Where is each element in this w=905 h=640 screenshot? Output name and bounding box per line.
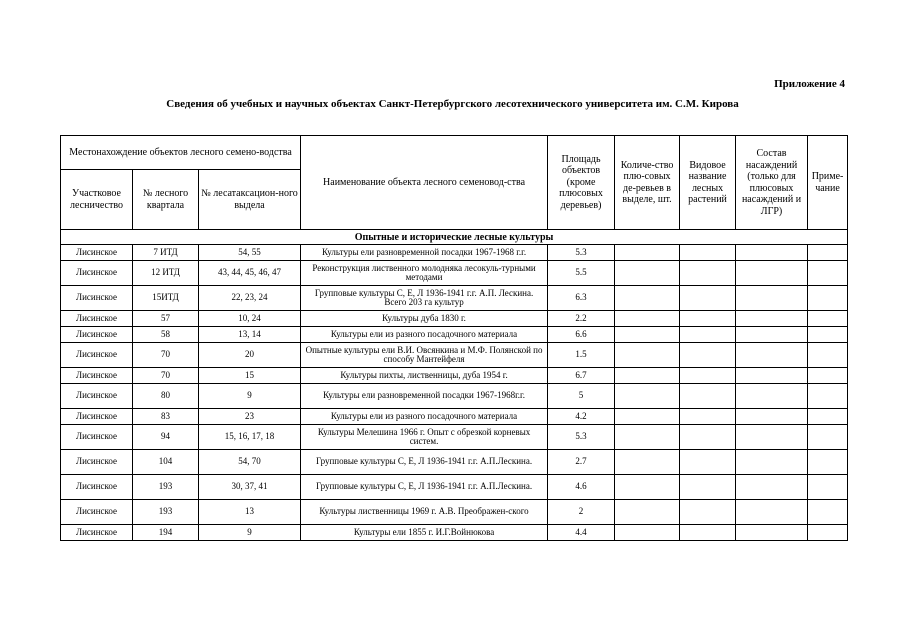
cell-quarter: 70 <box>133 368 199 384</box>
cell-area: 4.2 <box>548 409 615 425</box>
header-location-group: Местонахождение объектов лесного семено-водства <box>61 136 301 170</box>
cell-quarter: 194 <box>133 525 199 541</box>
table-row <box>61 384 848 409</box>
cell-object-name: Культуры ели из разного посадочного материала <box>301 409 548 425</box>
cell-object-name: Культуры ели разновременной посадки 1967-1968г.г. <box>301 384 548 409</box>
cell-area: 4.4 <box>548 525 615 541</box>
cell-subdivision: 15 <box>199 368 301 384</box>
cell-note <box>808 525 848 541</box>
cell-object-name: Культуры Мелешина 1966 г. Опыт с обрезкой корневых систем. <box>301 425 548 450</box>
cell-forestry: Лисинское <box>61 368 133 384</box>
cell-area: 5.3 <box>548 425 615 450</box>
cell-quarter: 12 ИТД <box>133 261 199 286</box>
cell-note <box>808 343 848 368</box>
header-object-name: Наименование объекта лесного семеновод-ства <box>301 136 548 230</box>
cell-object-name: Культуры ели разновременной посадки 1967-1968 г.г. <box>301 245 548 261</box>
header-composition: Состав насаждений (только для плюсовых насаждений и ЛГР) <box>736 136 808 230</box>
cell-plus-tree-count <box>615 425 680 450</box>
cell-plus-tree-count <box>615 261 680 286</box>
cell-quarter: 83 <box>133 409 199 425</box>
cell-species <box>680 286 736 311</box>
cell-forestry: Лисинское <box>61 261 133 286</box>
header-note: Приме-чание <box>808 136 848 230</box>
cell-quarter: 7 ИТД <box>133 245 199 261</box>
table-row <box>61 409 848 425</box>
cell-object-name: Групповые культуры С, Е, Л 1936-1941 г.г. А.П.Лескина. <box>301 475 548 500</box>
cell-object-name: Культуры дуба 1830 г. <box>301 311 548 327</box>
cell-object-name: Групповые культуры С, Е, Л 1936-1941 г.г. А.П. Лескина. Всего 203 га культур <box>301 286 548 311</box>
cell-species <box>680 425 736 450</box>
cell-plus-tree-count <box>615 311 680 327</box>
cell-area: 4.6 <box>548 475 615 500</box>
cell-subdivision: 20 <box>199 343 301 368</box>
header-species: Видовое название лесных растений <box>680 136 736 230</box>
table-row <box>61 450 848 475</box>
cell-object-name: Культуры лиственницы 1969 г. А.В. Преображен-ского <box>301 500 548 525</box>
cell-plus-tree-count <box>615 500 680 525</box>
cell-plus-tree-count <box>615 450 680 475</box>
cell-species <box>680 500 736 525</box>
cell-plus-tree-count <box>615 525 680 541</box>
cell-composition <box>736 368 808 384</box>
cell-object-name: Культуры ели из разного посадочного материала <box>301 327 548 343</box>
cell-species <box>680 409 736 425</box>
cell-object-name: Реконструкция лиственного молодняка лесокуль-турными методами <box>301 261 548 286</box>
cell-species <box>680 245 736 261</box>
cell-composition <box>736 327 808 343</box>
cell-object-name: Культуры пихты, лиственницы, дуба 1954 г. <box>301 368 548 384</box>
cell-composition <box>736 245 808 261</box>
document-title: Сведения об учебных и научных объектах Санкт-Петербургского лесотехнического университета им. С.М. Кирова <box>166 98 739 110</box>
table-row <box>61 286 848 311</box>
cell-composition <box>736 261 808 286</box>
cell-forestry: Лисинское <box>61 425 133 450</box>
table-row <box>61 500 848 525</box>
cell-composition <box>736 311 808 327</box>
cell-species <box>680 384 736 409</box>
cell-species <box>680 525 736 541</box>
cell-area: 6.6 <box>548 327 615 343</box>
cell-forestry: Лисинское <box>61 343 133 368</box>
objects-table <box>60 135 848 541</box>
cell-object-name: Культуры ели 1855 г. И.Г.Войнюкова <box>301 525 548 541</box>
table-row <box>61 245 848 261</box>
cell-note <box>808 327 848 343</box>
cell-species <box>680 343 736 368</box>
cell-quarter: 58 <box>133 327 199 343</box>
cell-area: 1.5 <box>548 343 615 368</box>
cell-note <box>808 311 848 327</box>
cell-composition <box>736 409 808 425</box>
cell-object-name: Групповые культуры С, Е, Л 1936-1941 г.г. А.П.Лескина. <box>301 450 548 475</box>
cell-plus-tree-count <box>615 475 680 500</box>
cell-note <box>808 475 848 500</box>
cell-composition <box>736 450 808 475</box>
cell-forestry: Лисинское <box>61 311 133 327</box>
cell-plus-tree-count <box>615 368 680 384</box>
cell-plus-tree-count <box>615 245 680 261</box>
cell-species <box>680 327 736 343</box>
cell-forestry: Лисинское <box>61 525 133 541</box>
cell-quarter: 80 <box>133 384 199 409</box>
cell-plus-tree-count <box>615 409 680 425</box>
cell-note <box>808 368 848 384</box>
header-quarter: № лесного квартала <box>133 170 199 230</box>
cell-composition <box>736 343 808 368</box>
cell-subdivision: 9 <box>199 525 301 541</box>
cell-species <box>680 450 736 475</box>
cell-quarter: 193 <box>133 500 199 525</box>
cell-subdivision: 54, 55 <box>199 245 301 261</box>
cell-plus-tree-count <box>615 327 680 343</box>
header-plus-tree-count: Количе-ство плю-совых де-ревьев в выделе, шт. <box>615 136 680 230</box>
cell-plus-tree-count <box>615 384 680 409</box>
cell-quarter: 193 <box>133 475 199 500</box>
cell-subdivision: 22, 23, 24 <box>199 286 301 311</box>
table-row <box>61 343 848 368</box>
cell-composition <box>736 425 808 450</box>
cell-quarter: 104 <box>133 450 199 475</box>
cell-forestry: Лисинское <box>61 286 133 311</box>
cell-species <box>680 475 736 500</box>
cell-composition <box>736 525 808 541</box>
cell-quarter: 57 <box>133 311 199 327</box>
table-row <box>61 327 848 343</box>
header-subdivision: № лесатаксацион-ного выдела <box>199 170 301 230</box>
cell-subdivision: 43, 44, 45, 46, 47 <box>199 261 301 286</box>
cell-subdivision: 13 <box>199 500 301 525</box>
section-title: Опытные и исторические лесные культуры <box>61 230 848 245</box>
cell-quarter: 15ИТД <box>133 286 199 311</box>
cell-subdivision: 54, 70 <box>199 450 301 475</box>
cell-subdivision: 13, 14 <box>199 327 301 343</box>
cell-forestry: Лисинское <box>61 450 133 475</box>
cell-note <box>808 500 848 525</box>
cell-area: 5 <box>548 384 615 409</box>
cell-forestry: Лисинское <box>61 327 133 343</box>
table-row <box>61 261 848 286</box>
cell-composition <box>736 286 808 311</box>
cell-forestry: Лисинское <box>61 409 133 425</box>
cell-plus-tree-count <box>615 286 680 311</box>
cell-note <box>808 286 848 311</box>
table-row <box>61 525 848 541</box>
cell-composition <box>736 500 808 525</box>
cell-area: 2.2 <box>548 311 615 327</box>
cell-subdivision: 23 <box>199 409 301 425</box>
cell-note <box>808 384 848 409</box>
cell-species <box>680 261 736 286</box>
cell-plus-tree-count <box>615 343 680 368</box>
cell-forestry: Лисинское <box>61 384 133 409</box>
cell-area: 6.7 <box>548 368 615 384</box>
cell-note <box>808 450 848 475</box>
cell-note <box>808 261 848 286</box>
header-area: Площадь объектов (кроме плюсовых деревьев) <box>548 136 615 230</box>
cell-composition <box>736 475 808 500</box>
cell-area: 6.3 <box>548 286 615 311</box>
cell-area: 2.7 <box>548 450 615 475</box>
cell-species <box>680 311 736 327</box>
cell-area: 5.5 <box>548 261 615 286</box>
cell-composition <box>736 384 808 409</box>
table-row <box>61 368 848 384</box>
cell-area: 5.3 <box>548 245 615 261</box>
cell-note <box>808 409 848 425</box>
cell-subdivision: 9 <box>199 384 301 409</box>
cell-subdivision: 30, 37, 41 <box>199 475 301 500</box>
cell-species <box>680 368 736 384</box>
cell-quarter: 70 <box>133 343 199 368</box>
table-row <box>61 425 848 450</box>
cell-subdivision: 10, 24 <box>199 311 301 327</box>
table-row <box>61 311 848 327</box>
table-row <box>61 475 848 500</box>
cell-note <box>808 425 848 450</box>
cell-quarter: 94 <box>133 425 199 450</box>
cell-forestry: Лисинское <box>61 245 133 261</box>
appendix-label: Приложение 4 <box>774 78 845 90</box>
cell-forestry: Лисинское <box>61 500 133 525</box>
cell-note <box>808 245 848 261</box>
cell-object-name: Опытные культуры ели В.И. Овсянкина и М.Ф. Полянской по способу Мантейфеля <box>301 343 548 368</box>
cell-subdivision: 15, 16, 17, 18 <box>199 425 301 450</box>
cell-forestry: Лисинское <box>61 475 133 500</box>
header-forestry: Участковое лесничество <box>61 170 133 230</box>
cell-area: 2 <box>548 500 615 525</box>
